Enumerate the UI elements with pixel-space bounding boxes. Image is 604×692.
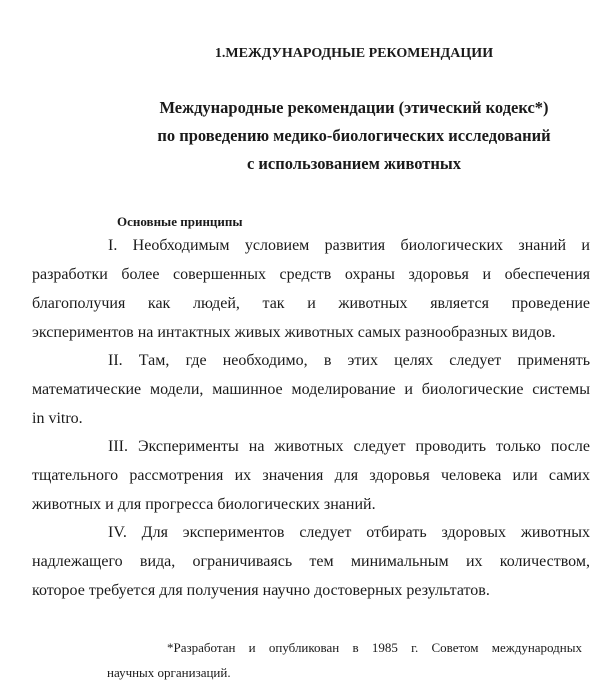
subheading: Основные принципы bbox=[117, 214, 243, 229]
main-title-line-3: с использованием животных bbox=[246, 154, 462, 173]
paragraph-2-line-2: математические модели, машинное моделирование и биологические системы bbox=[32, 381, 590, 398]
paragraph-1-line-4: экспериментов на интактных живых животных самых разнообразных видов. bbox=[32, 324, 556, 341]
paragraph-2-line-3: in vitro. bbox=[32, 410, 83, 427]
main-title-line-2: по проведению медико-биологических исследований bbox=[157, 126, 551, 145]
paragraph-1-line-3: благополучия как людей, так и животных является проведение bbox=[32, 295, 590, 312]
paragraph-2-line-1: II. Там, где необходимо, в этих целях следует применять bbox=[108, 352, 590, 369]
main-title-line-1: Международные рекомендации (этический кодекс*) bbox=[159, 98, 549, 117]
footnote-line-1: *Разработан и опубликован в 1985 г. Советом международных bbox=[167, 640, 582, 655]
section-title: 1.МЕЖДУНАРОДНЫЕ РЕКОМЕНДАЦИИ bbox=[214, 46, 494, 61]
paragraph-3-line-3: животных и для прогресса биологических знаний. bbox=[32, 496, 376, 513]
paragraph-3-line-2: тщательного рассмотрения их значения для здоровья человека или самих bbox=[32, 467, 590, 484]
paragraph-1-line-1: I. Необходимым условием развития биологических знаний и bbox=[108, 237, 590, 254]
footnote-line-2: научных организаций. bbox=[107, 665, 231, 680]
paragraph-4-line-3: которое требуется для получения научно достоверных результатов. bbox=[32, 582, 490, 599]
paragraph-4-line-2: надлежащего вида, ограничиваясь тем минимальным их количеством, bbox=[32, 553, 590, 570]
paragraph-3-line-1: III. Эксперименты на животных следует проводить только после bbox=[108, 438, 590, 455]
paragraph-4-line-1: IV. Для экспериментов следует отбирать здоровых животных bbox=[108, 524, 590, 541]
paragraph-1-line-2: разработки более совершенных средств охраны здоровья и обеспечения bbox=[32, 266, 590, 283]
